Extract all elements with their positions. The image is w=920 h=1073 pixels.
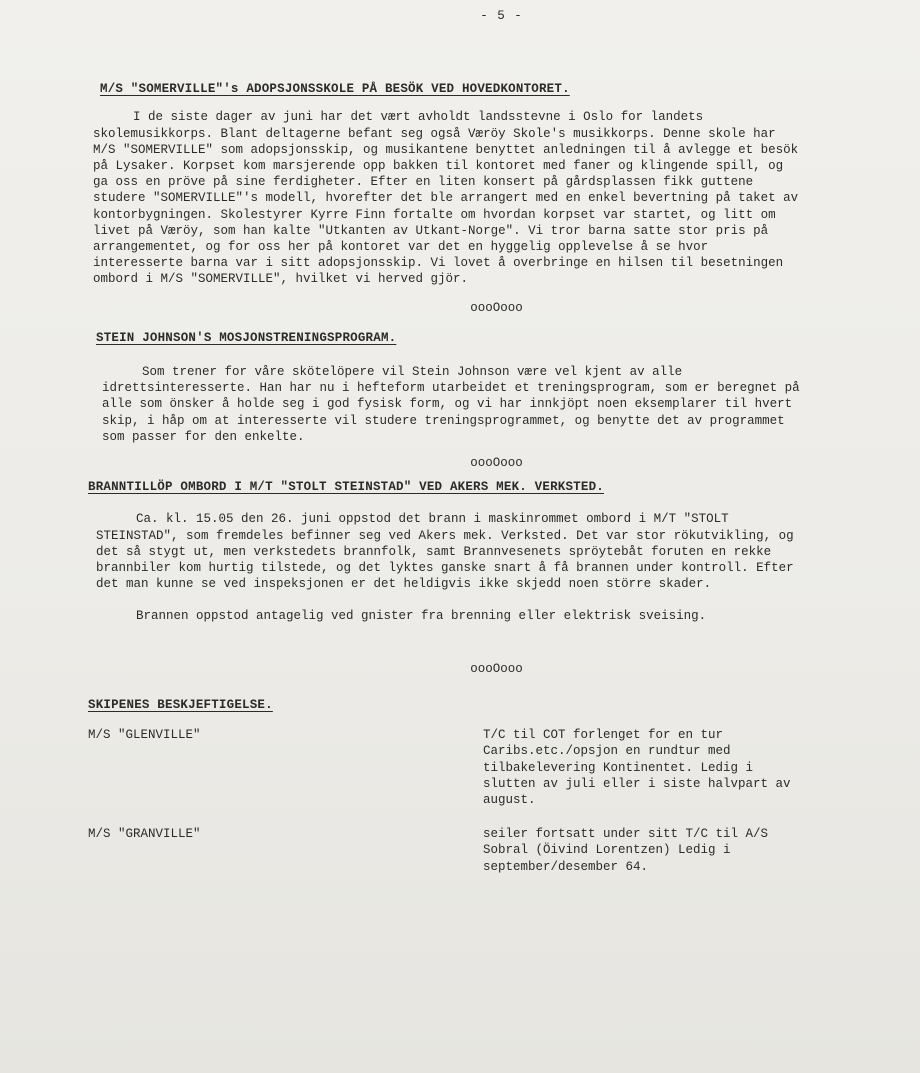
section-title-johnson: [96, 330, 860, 346]
section-heading: M/S "SOMERVILLE"'s ADOPSJONSSKOLE PÅ BESÖK VED HOVEDKONTORET.: [100, 82, 570, 97]
separator: oooOooo: [470, 456, 523, 471]
ship-name: M/S "GLENVILLE": [88, 728, 201, 743]
section-title-beskjeftigelse: [88, 697, 860, 713]
page-number: - 5 -: [480, 9, 523, 23]
ship-status: T/C til COT forlenget for en tur Caribs.etc./opsjon en rundtur med tilbakelevering Kontinentet. Ledig i slutten av juli eller i siste halvpart av august.: [483, 728, 791, 807]
separator: oooOooo: [470, 661, 523, 676]
section-heading: SKIPENES BESKJEFTIGELSE.: [88, 697, 273, 712]
section-paragraph: Ca. kl. 15.05 den 26. juni oppstod det brann i maskinrommet ombord i M/T "STOLT STEINSTAD", som fremdeles befinner seg ved Akers mek. Verksted. Det var stor rökutvikling, og det så stygt ut, men verkstedets brannfolk, samt Brannvesenets spröytebåt foruten en rekke brannbiler kom hurtig tilstede, og det lyktes ganske snart å få brannen under kontroll. Efter det man kunne se ved inspeksjonen er det heldigvis ikke skjedd noen större skader.: [96, 512, 794, 592]
section-heading: BRANNTILLÖP OMBORD I M/T "STOLT STEINSTAD" VED AKERS MEK. VERKSTED.: [88, 480, 604, 495]
section-title-somerville: [100, 81, 860, 97]
ship-status: seiler fortsatt under sitt T/C til A/S Sobral (Öivind Lorentzen) Ledig i september/desember 64.: [483, 827, 769, 874]
section-paragraph: Brannen oppstod antagelig ved gnister fra brenning eller elektrisk sveising.: [136, 609, 707, 624]
section-paragraph: Som trener for våre skötelöpere vil Stein Johnson være vel kjent av alle idrettsinteresserte. Han har nu i hefteform utarbeidet et treningsprogram, som er beregnet på alle som önsker å holde seg i god fysisk form, og vi har innkjöpt noen eksemplarer til hvert skip, i håp om at interesserte vil studere treningsprogrammet, og benytte det av programmet som passer for den enkelte.: [102, 365, 800, 444]
ship-row: [88, 727, 860, 808]
ship-employment-list: [88, 727, 860, 875]
ship-name: M/S "GRANVILLE": [88, 827, 201, 842]
ship-row: [88, 826, 860, 875]
separator: oooOooo: [470, 300, 523, 315]
section-title-branntillop: [88, 479, 860, 495]
section-heading: STEIN JOHNSON'S MOSJONSTRENINGSPROGRAM.: [96, 330, 397, 345]
section-paragraph: I de siste dager av juni har det vært avholdt landsstevne i Oslo for landets skolemusikkorps. Blant deltagerne befant seg også Væröy Skole's musikkorps. Denne skole har M/S "SOMERVILLE" som adopsjonsskip, og musikantene benyttet anledningen til å avlegge et besök på Lysaker. Korpset kom marsjerende opp bakken til kontoret med faner og klingende spill, og ga oss en pröve på sine ferdigheter. Efter en liten konsert på gårdsplassen fikk guttene studere "SOMERVILLE"'s modell, hvorefter det ble arrangert med en enkel bevertning på taket av kontorbygningen. Skolestyrer Kyrre Finn fortalte om hvordan korpset var startet, og litt om livet på Væröy, som han kalte "Utkanten av Utkant-Norge". Vi tror barna satte stor pris på arrangementet, og for oss her på kontoret var det en hyggelig opplevelse å se hvor interesserte barna var i sitt adopsjonsskip. Vi lovet å overbringe en hilsen til besetningen ombord i M/S "SOMERVILLE", hvilket vi herved gjör.: [93, 110, 799, 287]
